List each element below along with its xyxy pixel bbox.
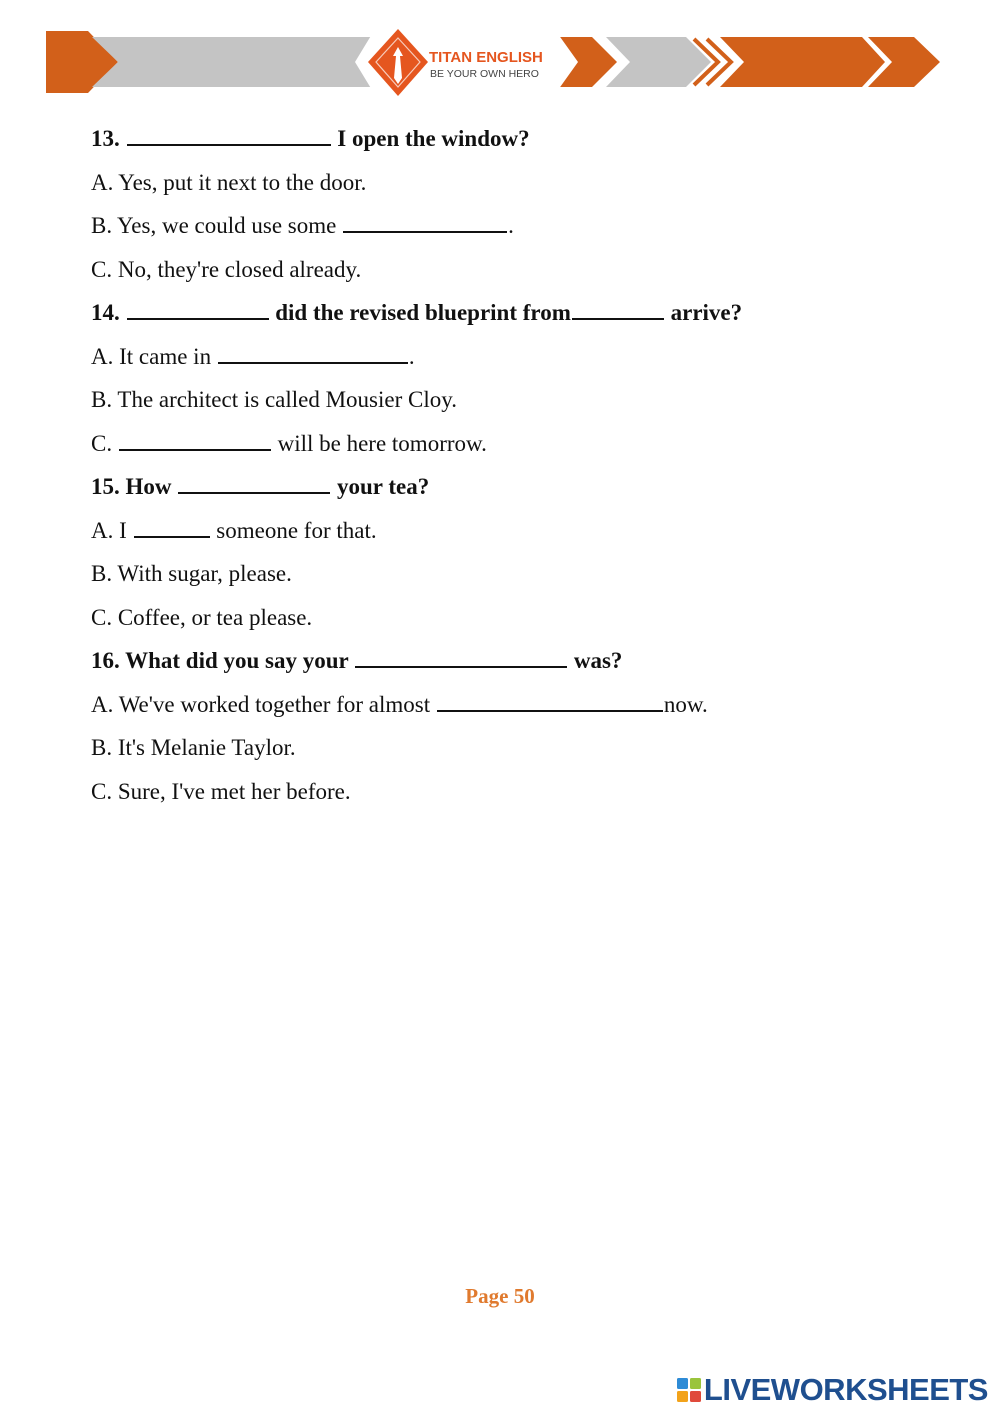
option-text-end: .	[408, 343, 415, 369]
banner-orange-band	[720, 37, 885, 87]
question-13-stem	[91, 117, 951, 161]
question-13-option-b	[91, 204, 951, 248]
question-16-option-b	[91, 726, 951, 770]
question-13-option-b-blank[interactable]	[343, 209, 507, 233]
option-text: B. Yes, we could use some	[91, 213, 343, 238]
liveworksheets-text: LIVEWORKSHEETS	[703, 1372, 988, 1407]
question-15-blank[interactable]	[178, 470, 330, 494]
worksheet-content	[91, 117, 951, 813]
question-15-option-a-blank[interactable]	[134, 514, 210, 538]
question-16-stem	[91, 639, 951, 683]
header-banner	[0, 0, 1000, 110]
question-14-text: did the revised blueprint from	[269, 300, 571, 325]
option-text: A. We've worked together for almost	[91, 691, 436, 717]
question-15-text: your tea?	[331, 474, 430, 499]
banner-gray-band	[92, 37, 397, 87]
question-16-text: was?	[568, 648, 623, 673]
question-14-number: 14.	[91, 300, 126, 325]
option-text: B. With sugar, please.	[91, 561, 292, 586]
question-13-option-c	[91, 248, 951, 292]
brand-tagline: BE YOUR OWN HERO	[430, 68, 539, 80]
brand-name: TITAN ENGLISH	[429, 49, 543, 66]
question-14-option-c	[91, 422, 951, 466]
option-text-end: now.	[663, 691, 708, 717]
option-text: B. It's Melanie Taylor.	[91, 735, 296, 760]
question-13-option-a	[91, 161, 951, 205]
question-14-stem	[91, 291, 951, 335]
question-16-option-c	[91, 770, 951, 814]
question-13-blank[interactable]	[127, 122, 331, 146]
question-14-option-c-blank[interactable]	[119, 427, 271, 451]
option-text-end: .	[508, 213, 514, 238]
question-14-text-end: arrive?	[664, 300, 743, 325]
question-15-number: 15. How	[91, 474, 178, 499]
question-14-option-a-blank[interactable]	[218, 340, 408, 364]
option-text: A. Yes, put it next to the door.	[91, 169, 367, 195]
option-text: A. It came in	[91, 343, 217, 369]
option-text: C. No, they're closed already.	[91, 256, 362, 282]
question-13-number: 13.	[91, 126, 126, 151]
question-16-option-a	[91, 683, 951, 727]
question-15-option-a	[91, 509, 951, 553]
question-15-option-c	[91, 596, 951, 640]
page-number: Page 50	[465, 1284, 535, 1308]
question-14-blank-2[interactable]	[572, 296, 664, 320]
option-text: C.	[91, 430, 118, 456]
liveworksheets-watermark	[677, 1372, 988, 1408]
question-15-stem	[91, 465, 951, 509]
option-text: A. I	[91, 517, 133, 543]
question-16-blank[interactable]	[355, 644, 567, 668]
option-text-end: will be here tomorrow.	[271, 430, 487, 456]
question-16-number: 16. What did you say your	[91, 648, 355, 673]
question-13-text: I open the window?	[331, 126, 530, 151]
option-text: B. The architect is called Mousier Cloy.	[91, 387, 457, 412]
question-14-blank-1[interactable]	[127, 296, 269, 320]
liveworksheets-logo-icon	[677, 1378, 701, 1402]
option-text: C. Coffee, or tea please.	[91, 604, 313, 630]
question-14-option-a	[91, 335, 951, 379]
banner-gray-chevron	[606, 37, 711, 87]
question-15-option-b	[91, 552, 951, 596]
question-14-option-b	[91, 378, 951, 422]
option-text-end: someone for that.	[210, 517, 377, 543]
question-16-option-a-blank[interactable]	[437, 688, 663, 712]
option-text: C. Sure, I've met her before.	[91, 778, 351, 804]
